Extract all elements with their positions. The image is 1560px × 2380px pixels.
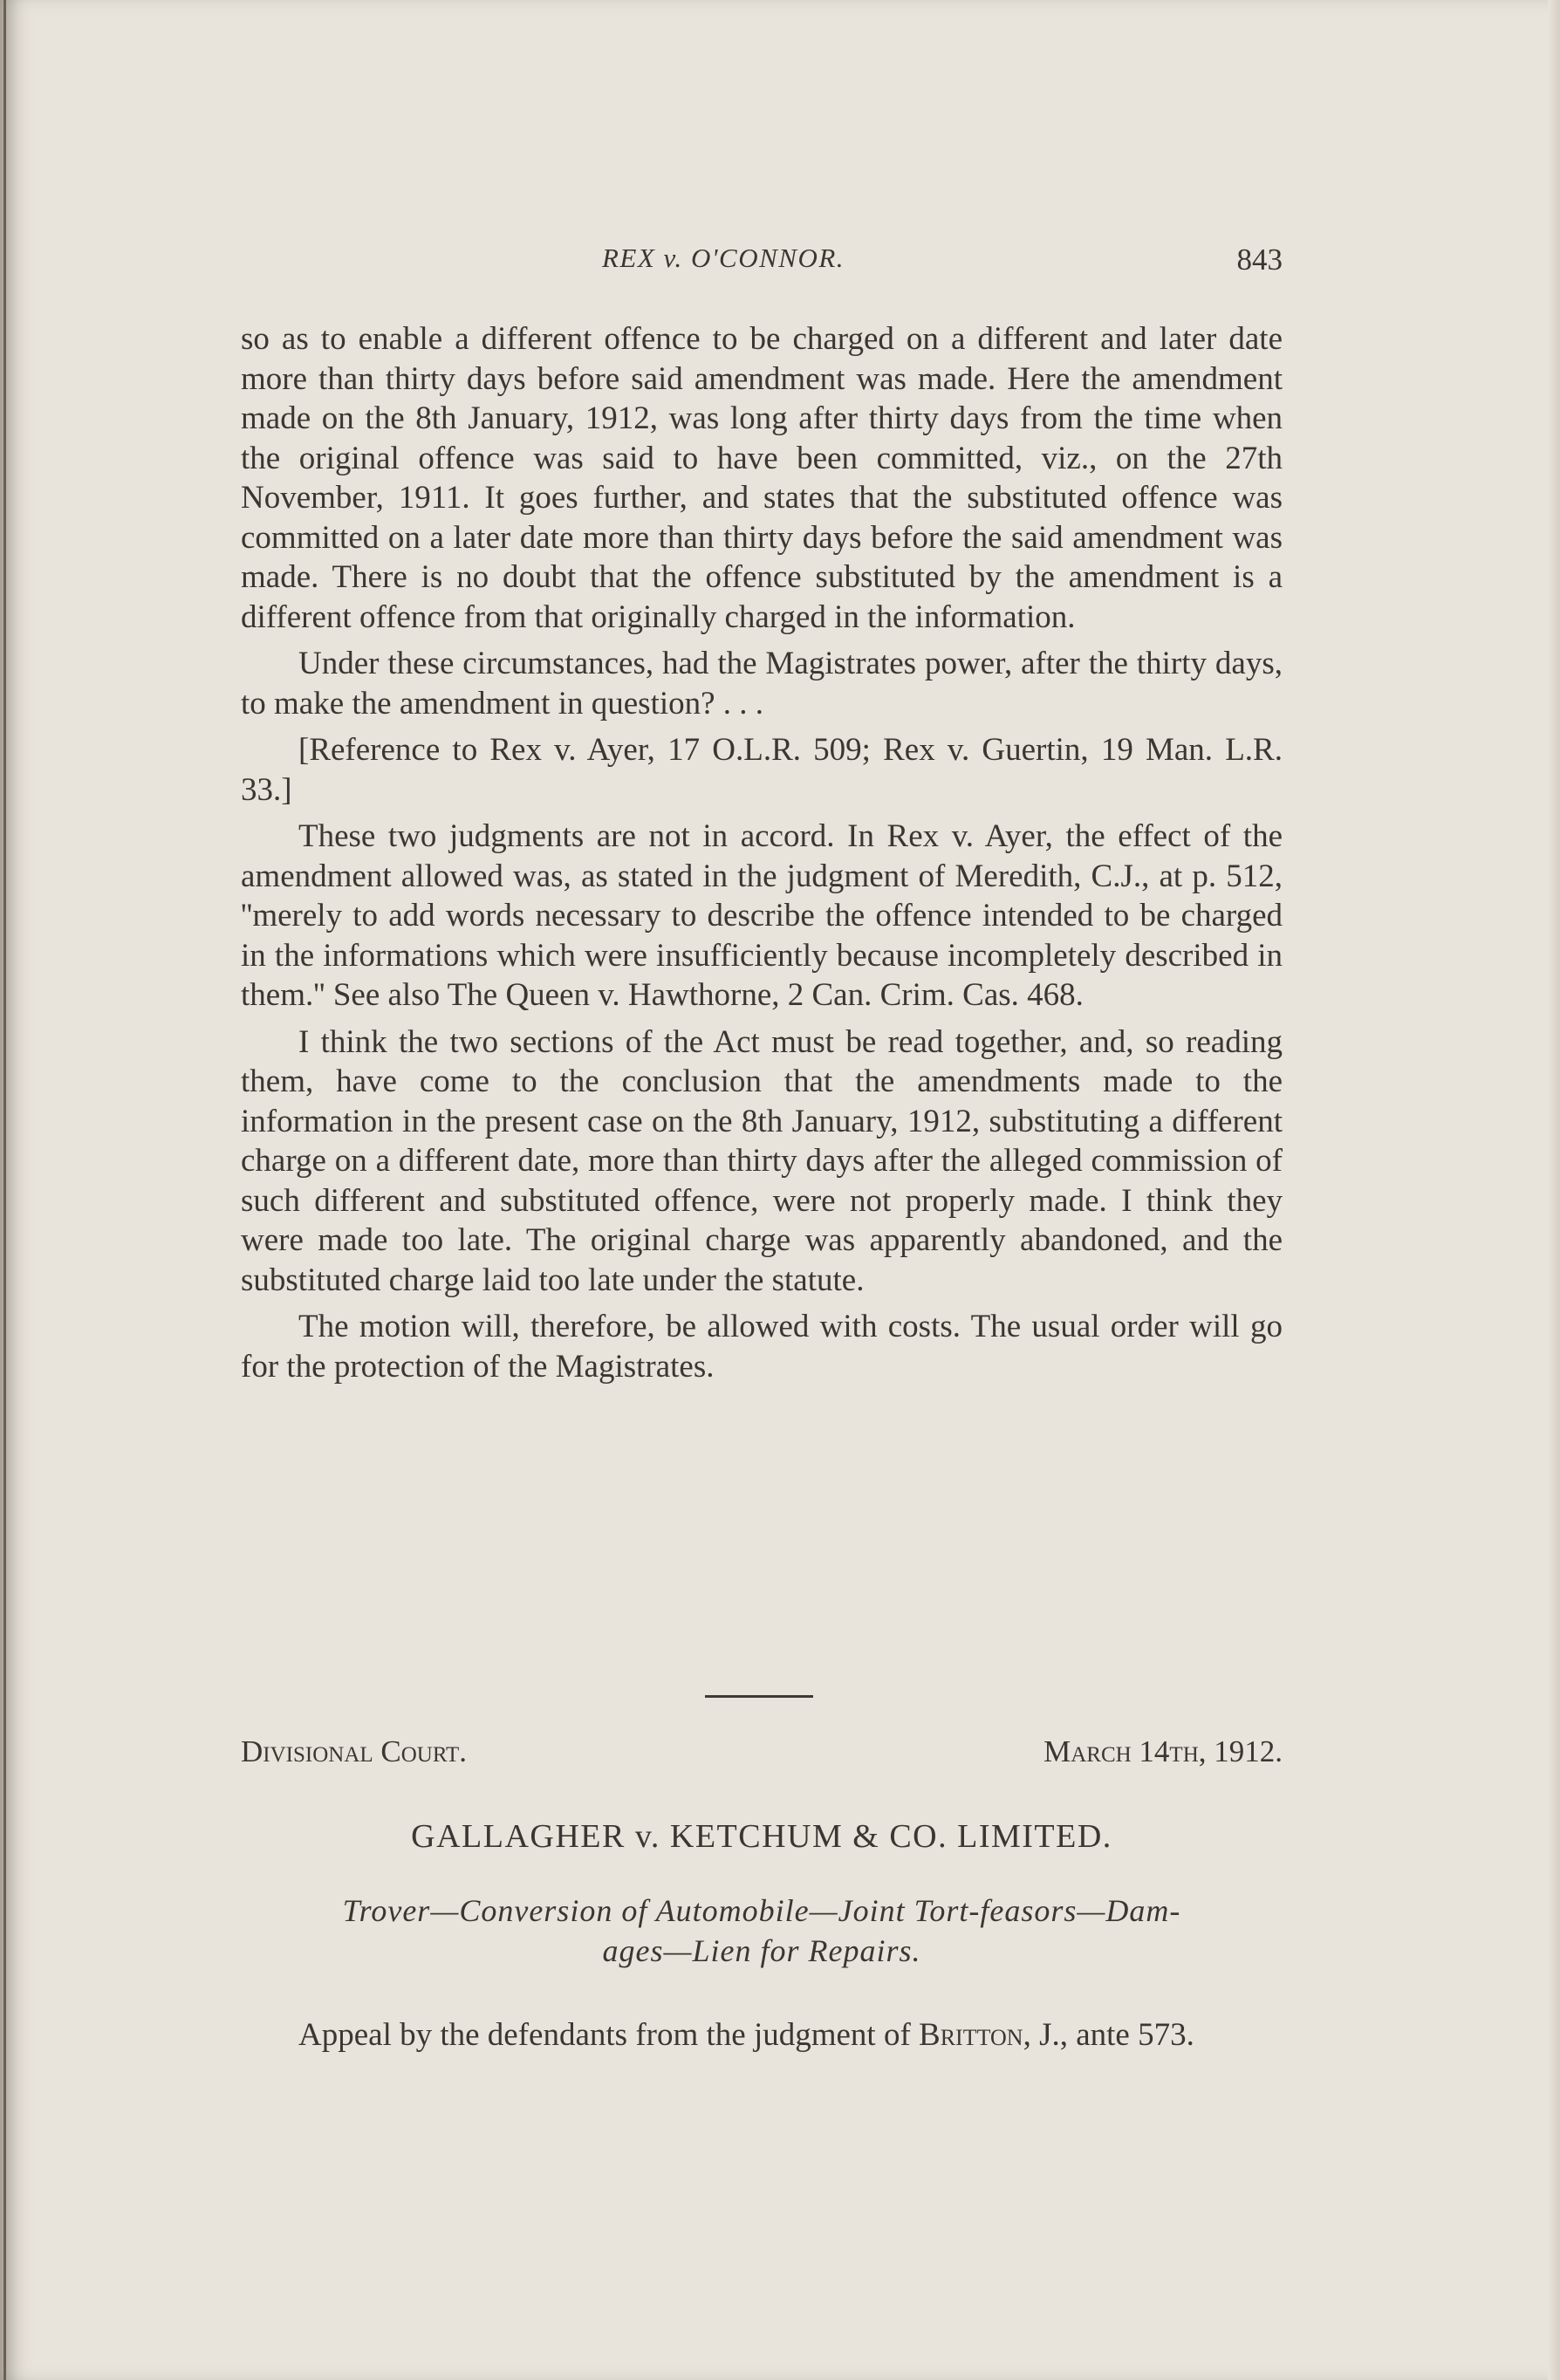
decision-date: March 14th, 1912. — [1043, 1734, 1283, 1768]
page-number: 843 — [1236, 243, 1283, 277]
headnote-line-2: ages—Lien for Repairs. — [602, 1933, 921, 1968]
judgment-body — [241, 319, 1283, 1386]
paragraph-question: Under these circumstances, had the Magistrates power, after the thirty days, to make the amendment in question? . . . — [241, 646, 1283, 722]
court-line — [241, 1734, 1283, 1769]
running-head-title: REX v. O'CONNOR. — [602, 243, 845, 273]
headnote — [241, 1891, 1283, 1971]
paragraph-conclusion: I think the two sections of the Act must be read together, and, so reading them, have come to the conclusion that the amendments made to the information in the present case on the 8th January, 1912, substituting a different charge on a different date, more than thirty days after the alleged commission of such different and substituted offence, were not properly made. I think they were made too late. The original charge was apparently abandoned, and the substituted charge laid too late under the statute. — [241, 1023, 1283, 1298]
headnote-line-1: Trover—Conversion of Automobile—Joint Tort-feasors—Dam- — [342, 1893, 1181, 1928]
page-edge-shadow — [3, 0, 6, 2380]
paragraph-judgments: These two judgments are not in accord. In Rex v. Ayer, the effect of the amendment allowed was, as stated in the judgment of Meredith, C.J., at p. 512, ''merely to add words necessary to describe the offence intended to be charged in the informations which were insufficiently because incompletely described in them.'' See also The Queen v. Hawthorne, 2 Can. Crim. Cas. 468. — [241, 818, 1283, 1013]
case-title: GALLAGHER v. KETCHUM & CO. LIMITED. — [411, 1818, 1112, 1855]
running-head — [236, 243, 1283, 281]
section-divider — [705, 1695, 813, 1698]
paragraph-order: The motion will, therefore, be allowed with costs. The usual order will go for the protection of the Magistrates. — [241, 1309, 1283, 1385]
judge-name: Britton — [919, 2017, 1023, 2053]
appeal-paragraph — [241, 2015, 1283, 2055]
appeal-tail: , J., ante 573. — [1023, 2017, 1194, 2053]
paragraph-continuation: so as to enable a different offence to be charged on a different and later date more than thirty days before said amendment was made. Here the amendment made on the 8th January, 1912, was long after thirty days from the time when the original offence was said to have been committed, viz., on the 27th November, 1911. It goes further, and states that the substituted offence was committed on a later date more than thirty days before the said amendment was made. There is no doubt that the offence substituted by the amendment is a different offence from that originally charged in the information. — [241, 321, 1283, 635]
paragraph-reference: [Reference to Rex v. Ayer, 17 O.L.R. 509; Rex v. Guertin, 19 Man. L.R. 33.] — [241, 732, 1283, 808]
court-name: Divisional Court. — [241, 1734, 468, 1768]
appeal-lead: Appeal by the defendants from the judgment of — [298, 2017, 920, 2053]
